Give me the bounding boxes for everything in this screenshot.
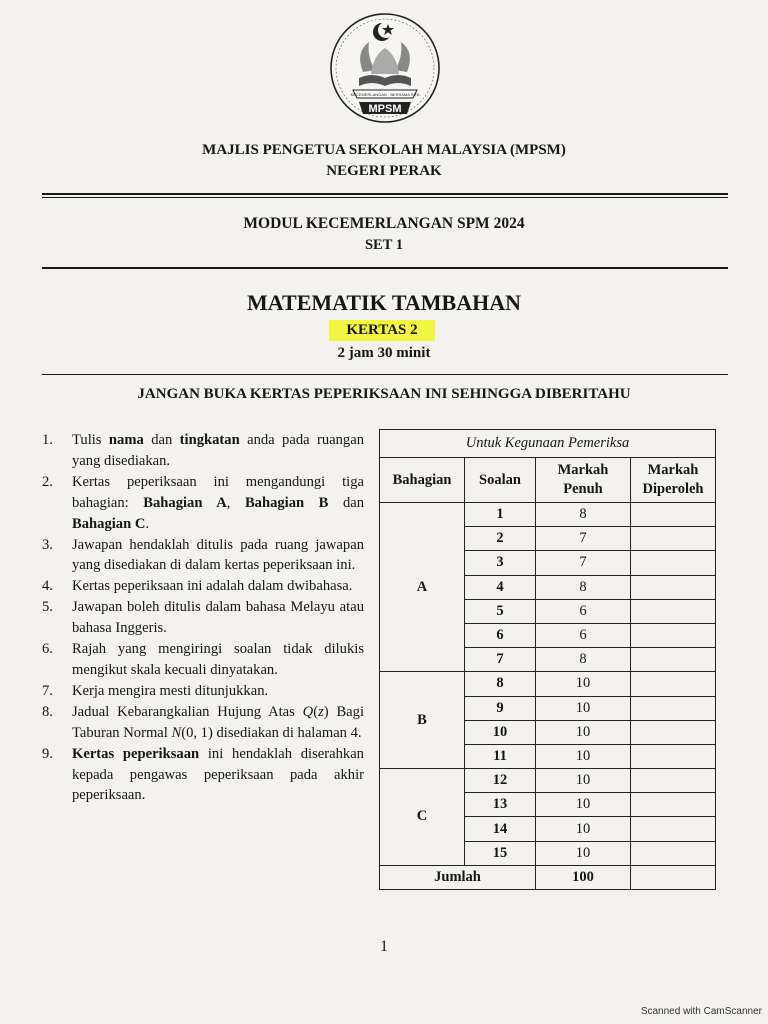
- marks-obtained-cell[interactable]: [631, 841, 716, 865]
- instruction-item: [42, 472, 364, 535]
- instruction-item: [42, 535, 364, 577]
- instruction-item: [42, 430, 364, 472]
- total-obtained-cell[interactable]: [631, 865, 716, 889]
- table-row: [380, 672, 716, 696]
- instruction-number: 8.: [42, 703, 53, 720]
- marks-obtained-cell[interactable]: [631, 744, 716, 768]
- marks-obtained-cell[interactable]: [631, 599, 716, 623]
- marks-obtained-cell[interactable]: [631, 551, 716, 575]
- instruction-text: Kerja mengira mesti ditunjukkan.: [72, 682, 269, 699]
- question-number-cell: 15: [465, 841, 536, 865]
- question-number-cell: 7: [465, 648, 536, 672]
- marks-obtained-cell[interactable]: [631, 503, 716, 527]
- question-number-cell: 1: [465, 503, 536, 527]
- marks-obtained-cell[interactable]: [631, 575, 716, 599]
- header-bahagian: Bahagian: [380, 458, 465, 503]
- full-marks-cell: 10: [536, 817, 631, 841]
- instruction-text: Kertas peperiksaan ini hendaklah diserahkan kepada pengawas peperiksaan pada akhir peperiksaan.: [72, 745, 364, 804]
- table-row: [380, 503, 716, 527]
- instruction-text: Tulis nama dan tingkatan anda pada ruangan yang disediakan.: [72, 432, 365, 469]
- question-number-cell: 2: [465, 527, 536, 551]
- question-number-cell: 6: [465, 623, 536, 647]
- instruction-text: Rajah yang mengiringi soalan tidak dilukis mengikut skala kecuali dinyatakan.: [72, 641, 364, 678]
- divider: [42, 197, 728, 198]
- marks-obtained-cell[interactable]: [631, 648, 716, 672]
- full-marks-cell: 10: [536, 793, 631, 817]
- warning-notice: JANGAN BUKA KERTAS PEPERIKSAAN INI SEHINGGA DIBERITAHU: [137, 386, 631, 402]
- marks-obtained-cell[interactable]: [631, 793, 716, 817]
- instruction-number: 6.: [42, 641, 53, 658]
- marks-obtained-cell[interactable]: [631, 720, 716, 744]
- full-marks-cell: 10: [536, 769, 631, 793]
- instruction-number: 7.: [42, 682, 53, 699]
- marks-obtained-cell[interactable]: [631, 672, 716, 696]
- instruction-number: 3.: [42, 536, 53, 553]
- question-number-cell: 9: [465, 696, 536, 720]
- instruction-item: [42, 639, 364, 681]
- instruction-number: 2.: [42, 473, 53, 490]
- section-cell: A: [380, 503, 465, 672]
- full-marks-cell: 6: [536, 623, 631, 647]
- full-marks-cell: 7: [536, 551, 631, 575]
- full-marks-cell: 8: [536, 503, 631, 527]
- question-number-cell: 14: [465, 817, 536, 841]
- marks-obtained-cell[interactable]: [631, 527, 716, 551]
- full-marks-cell: 10: [536, 841, 631, 865]
- instruction-item: [42, 681, 364, 702]
- instruction-item: [42, 744, 364, 807]
- organization-state: NEGERI PERAK: [326, 163, 442, 179]
- mpsm-logo: [325, 12, 445, 124]
- total-row: [380, 865, 716, 889]
- question-number-cell: 3: [465, 551, 536, 575]
- table-caption: Untuk Kegunaan Pemeriksa: [380, 430, 716, 458]
- instruction-number: 5.: [42, 599, 53, 616]
- question-number-cell: 13: [465, 793, 536, 817]
- full-marks-cell: 7: [536, 527, 631, 551]
- instruction-text: Kertas peperiksaan ini mengandungi tiga bahagian: Bahagian A, Bahagian B dan Bahagian C.: [72, 473, 365, 532]
- section-cell: B: [380, 672, 465, 769]
- divider: [42, 267, 728, 269]
- header-markah-penuh: Markah Penuh: [536, 458, 631, 503]
- marks-obtained-cell[interactable]: [631, 817, 716, 841]
- question-number-cell: 10: [465, 720, 536, 744]
- full-marks-cell: 10: [536, 720, 631, 744]
- subject-title: MATEMATIK TAMBAHAN: [247, 290, 521, 315]
- header-soalan: Soalan: [465, 458, 536, 503]
- section-cell: C: [380, 769, 465, 866]
- organization-name: MAJLIS PENGETUA SEKOLAH MALAYSIA (MPSM): [202, 142, 566, 158]
- total-label: Jumlah: [380, 865, 536, 889]
- instruction-item: [42, 702, 364, 744]
- marks-obtained-cell[interactable]: [631, 769, 716, 793]
- instruction-text: Jawapan boleh ditulis dalam bahasa Melayu atau bahasa Inggeris.: [72, 599, 364, 637]
- marks-obtained-cell[interactable]: [631, 623, 716, 647]
- set-label: SET 1: [364, 237, 404, 253]
- instruction-number: 4.: [42, 578, 53, 595]
- instruction-text: Jadual Kebarangkalian Hujung Atas Q(z) Bagi Taburan Normal N(0, 1) disediakan di halaman 4.: [72, 703, 365, 741]
- module-title: MODUL KECEMERLANGAN SPM 2024: [243, 215, 525, 232]
- instruction-number: 1.: [42, 432, 53, 448]
- full-marks-cell: 8: [536, 648, 631, 672]
- divider: [42, 374, 728, 375]
- instruction-text: Jawapan hendaklah ditulis pada ruang jawapan yang disediakan di dalam kertas peperiksaan ini.: [72, 536, 364, 574]
- question-number-cell: 8: [465, 672, 536, 696]
- instruction-item: [42, 576, 364, 597]
- full-marks-cell: 10: [536, 744, 631, 768]
- full-marks-cell: 6: [536, 599, 631, 623]
- marks-obtained-cell[interactable]: [631, 696, 716, 720]
- instruction-item: [42, 597, 364, 639]
- scanner-watermark: Scanned with CamScanner: [640, 1006, 762, 1017]
- full-marks-cell: 10: [536, 696, 631, 720]
- divider: [42, 193, 728, 195]
- total-value: 100: [536, 865, 631, 889]
- instruction-number: 9.: [42, 745, 53, 762]
- question-number-cell: 12: [465, 769, 536, 793]
- duration-label: 2 jam 30 minit: [337, 345, 431, 361]
- header-markah-diperoleh: Markah Diperoleh: [631, 458, 716, 503]
- question-number-cell: 5: [465, 599, 536, 623]
- instructions-list: [42, 430, 364, 806]
- paper-label: KERTAS 2: [329, 320, 435, 341]
- full-marks-cell: 10: [536, 672, 631, 696]
- logo-ribbon-text: KECEMERLANGAN · BERSAMA KITA: [350, 92, 420, 97]
- full-marks-cell: 8: [536, 575, 631, 599]
- instruction-text: Kertas peperiksaan ini adalah dalam dwibahasa.: [72, 578, 353, 595]
- page-number: 1: [380, 938, 388, 955]
- examiner-marks-table: [379, 429, 716, 890]
- question-number-cell: 4: [465, 575, 536, 599]
- question-number-cell: 11: [465, 744, 536, 768]
- logo-text: MPSM: [368, 103, 402, 115]
- table-row: [380, 769, 716, 793]
